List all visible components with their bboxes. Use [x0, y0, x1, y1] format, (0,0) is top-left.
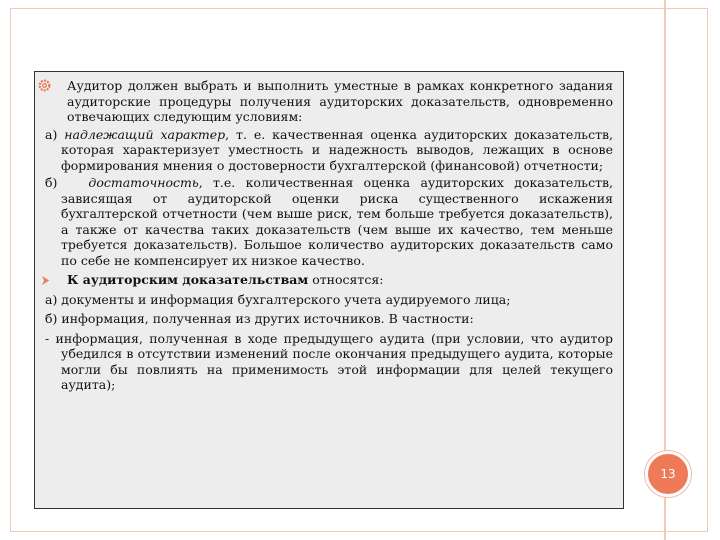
line-dash: - информация, полученная в ходе предыдущего аудита (при условии, что аудитор убедился в отсутствии изменений после окончания предыдущего аудита, которые могли бы повлиять на применимость этой информации для целей текущего аудита); — [45, 330, 613, 392]
item-a-term: надлежащий характер — [64, 126, 226, 142]
item-a-text: , т. е. качественная оценка аудиторских доказательств, которая характеризует уместность и надежность выводов, лежащих в основе формирования мнения о достоверности бухгалтерской (финансовой) отчетности; — [61, 126, 614, 173]
item-b-term: достаточность — [88, 175, 199, 190]
bullet-paragraph-2 — [45, 272, 613, 288]
bullet-2-rest: относятся: — [308, 272, 384, 287]
page-number: 13 — [660, 467, 676, 481]
bullet-paragraph-1 — [45, 78, 613, 125]
item-b-prefix: б) — [45, 175, 89, 190]
bullet-2-bold: К аудиторским доказательствам — [67, 272, 309, 287]
line-b: б) информация, полученная из других источников. В частности: — [45, 311, 474, 326]
content-box — [34, 71, 624, 509]
item-b-text: , т.е. количественная оценка аудиторских доказательств, зависящая от аудиторской оценки риска существенного искажения бухгалтерской отчетности (чем выше риск, тем больше требуется доказательств), а также от качества таких доказательств (чем выше их качество, тем меньше требуется доказательств). Большое количество аудиторских доказательств само по себе не компенсирует их низкое качество. — [61, 175, 613, 268]
gear-bullet-icon — [38, 79, 51, 92]
line-a: а) документы и информация бухгалтерского учета аудируемого лица; — [45, 291, 511, 307]
item-b-paragraph — [45, 175, 613, 268]
page-number-badge — [645, 451, 691, 497]
item-a-paragraph — [45, 127, 613, 174]
bullet-1-text: Аудитор должен выбрать и выполнить уместные в рамках конкретного задания аудиторские процедуры получения аудиторских доказательств, одновременно отвечающих следующим условиям: — [67, 78, 613, 124]
arrow-bullet-icon — [39, 274, 52, 287]
item-a-prefix: а) — [45, 126, 65, 142]
bullet-2-text — [45, 272, 613, 288]
